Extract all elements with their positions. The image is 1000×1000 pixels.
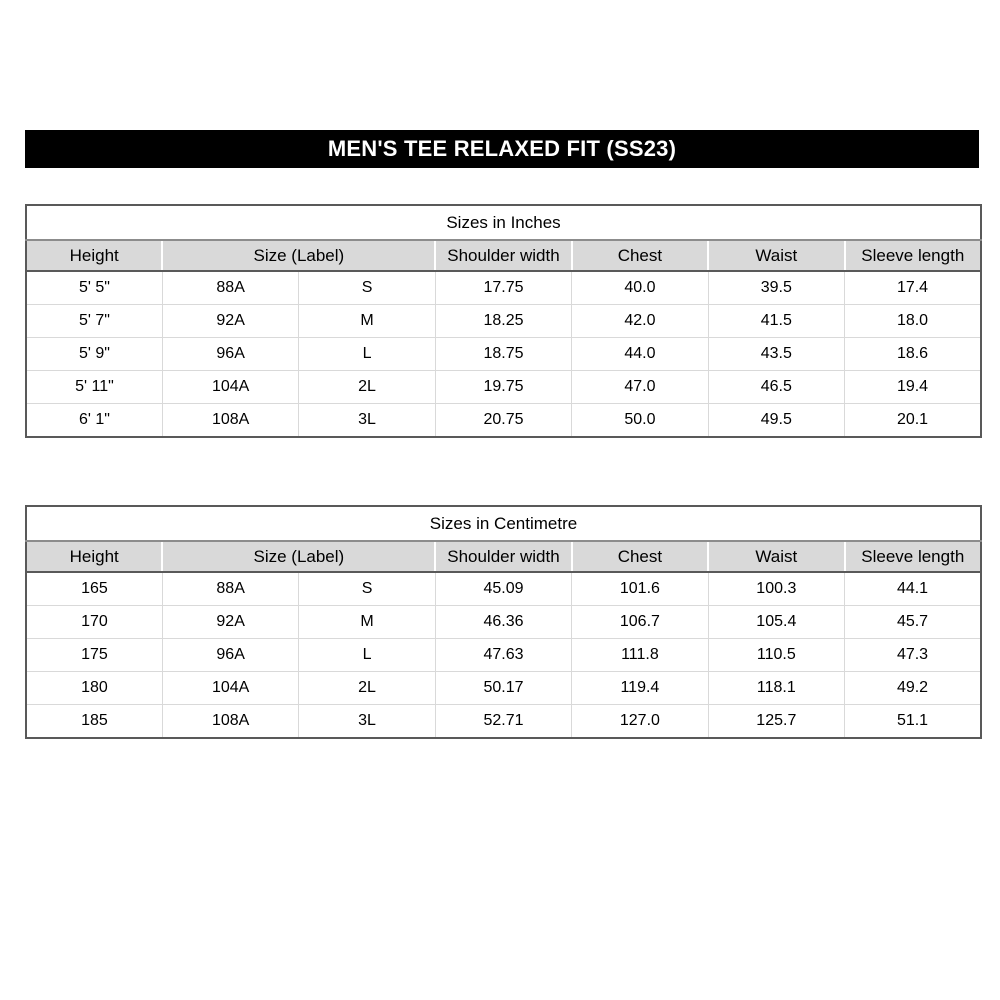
cell-chest: 106.7: [572, 606, 708, 639]
cell-height: 6' 1": [26, 404, 162, 438]
table-row: [26, 606, 981, 639]
cell-shoulder-width: 47.63: [435, 639, 571, 672]
cell-height: 5' 11": [26, 371, 162, 404]
cell-height: 5' 7": [26, 305, 162, 338]
table-row: [26, 705, 981, 739]
column-header-row: [26, 240, 981, 271]
cell-size-code: 88A: [162, 271, 298, 305]
cell-shoulder-width: 46.36: [435, 606, 571, 639]
cell-size-label: 3L: [299, 404, 435, 438]
cell-chest: 47.0: [572, 371, 708, 404]
cell-height: 165: [26, 572, 162, 606]
cell-waist: 39.5: [708, 271, 844, 305]
column-header-waist: Waist: [708, 240, 844, 271]
cell-waist: 118.1: [708, 672, 844, 705]
table-row: [26, 672, 981, 705]
cell-shoulder-width: 52.71: [435, 705, 571, 739]
column-header-size-label: Size (Label): [162, 240, 435, 271]
cell-waist: 46.5: [708, 371, 844, 404]
cell-waist: 43.5: [708, 338, 844, 371]
cell-size-code: 104A: [162, 371, 298, 404]
cell-waist: 100.3: [708, 572, 844, 606]
cell-shoulder-width: 17.75: [435, 271, 571, 305]
cell-size-label: S: [299, 271, 435, 305]
cell-sleeve-length: 18.6: [845, 338, 981, 371]
table-caption-row: [26, 506, 981, 541]
inches-size-table: [25, 204, 982, 438]
cell-size-label: M: [299, 606, 435, 639]
cell-height: 180: [26, 672, 162, 705]
cell-size-code: 88A: [162, 572, 298, 606]
cell-size-code: 92A: [162, 606, 298, 639]
cell-sleeve-length: 20.1: [845, 404, 981, 438]
column-header-row: [26, 541, 981, 572]
cell-height: 175: [26, 639, 162, 672]
cell-size-label: S: [299, 572, 435, 606]
cell-shoulder-width: 19.75: [435, 371, 571, 404]
column-header-sleeve-length: Sleeve length: [845, 240, 981, 271]
cell-size-code: 108A: [162, 404, 298, 438]
centimetre-size-table: [25, 505, 982, 739]
cell-height: 170: [26, 606, 162, 639]
cell-chest: 101.6: [572, 572, 708, 606]
cell-sleeve-length: 49.2: [845, 672, 981, 705]
cell-size-code: 96A: [162, 639, 298, 672]
cell-waist: 41.5: [708, 305, 844, 338]
cell-shoulder-width: 20.75: [435, 404, 571, 438]
table-row: [26, 305, 981, 338]
cell-shoulder-width: 18.75: [435, 338, 571, 371]
column-header-size-label: Size (Label): [162, 541, 435, 572]
cell-size-label: L: [299, 639, 435, 672]
cell-size-label: 2L: [299, 672, 435, 705]
cell-size-code: 108A: [162, 705, 298, 739]
cell-shoulder-width: 45.09: [435, 572, 571, 606]
cell-size-label: 3L: [299, 705, 435, 739]
table-row: [26, 271, 981, 305]
table-row: [26, 639, 981, 672]
cell-chest: 50.0: [572, 404, 708, 438]
cell-sleeve-length: 44.1: [845, 572, 981, 606]
cell-waist: 49.5: [708, 404, 844, 438]
product-title-banner: [25, 130, 979, 168]
cell-height: 5' 9": [26, 338, 162, 371]
cell-sleeve-length: 19.4: [845, 371, 981, 404]
cell-size-label: L: [299, 338, 435, 371]
column-header-waist: Waist: [708, 541, 844, 572]
column-header-chest: Chest: [572, 541, 708, 572]
cell-size-label: M: [299, 305, 435, 338]
cell-size-label: 2L: [299, 371, 435, 404]
cell-size-code: 96A: [162, 338, 298, 371]
table-caption: Sizes in Inches: [26, 205, 981, 240]
column-header-chest: Chest: [572, 240, 708, 271]
column-header-height: Height: [26, 541, 162, 572]
table-row: [26, 404, 981, 438]
cell-sleeve-length: 18.0: [845, 305, 981, 338]
cell-height: 5' 5": [26, 271, 162, 305]
cell-size-code: 92A: [162, 305, 298, 338]
cell-chest: 127.0: [572, 705, 708, 739]
cell-waist: 125.7: [708, 705, 844, 739]
cell-size-code: 104A: [162, 672, 298, 705]
table-caption: Sizes in Centimetre: [26, 506, 981, 541]
cell-chest: 44.0: [572, 338, 708, 371]
cell-sleeve-length: 17.4: [845, 271, 981, 305]
table-row: [26, 572, 981, 606]
cell-sleeve-length: 45.7: [845, 606, 981, 639]
product-title: MEN'S TEE RELAXED FIT (SS23): [327, 136, 677, 161]
column-header-shoulder-width: Shoulder width: [435, 541, 571, 572]
cell-sleeve-length: 47.3: [845, 639, 981, 672]
cell-shoulder-width: 50.17: [435, 672, 571, 705]
cell-height: 185: [26, 705, 162, 739]
cell-chest: 42.0: [572, 305, 708, 338]
cell-chest: 40.0: [572, 271, 708, 305]
table-row: [26, 338, 981, 371]
cell-shoulder-width: 18.25: [435, 305, 571, 338]
cell-chest: 119.4: [572, 672, 708, 705]
column-header-shoulder-width: Shoulder width: [435, 240, 571, 271]
table-caption-row: [26, 205, 981, 240]
column-header-sleeve-length: Sleeve length: [845, 541, 981, 572]
cell-sleeve-length: 51.1: [845, 705, 981, 739]
cell-waist: 110.5: [708, 639, 844, 672]
cell-waist: 105.4: [708, 606, 844, 639]
table-row: [26, 371, 981, 404]
cell-chest: 111.8: [572, 639, 708, 672]
column-header-height: Height: [26, 240, 162, 271]
